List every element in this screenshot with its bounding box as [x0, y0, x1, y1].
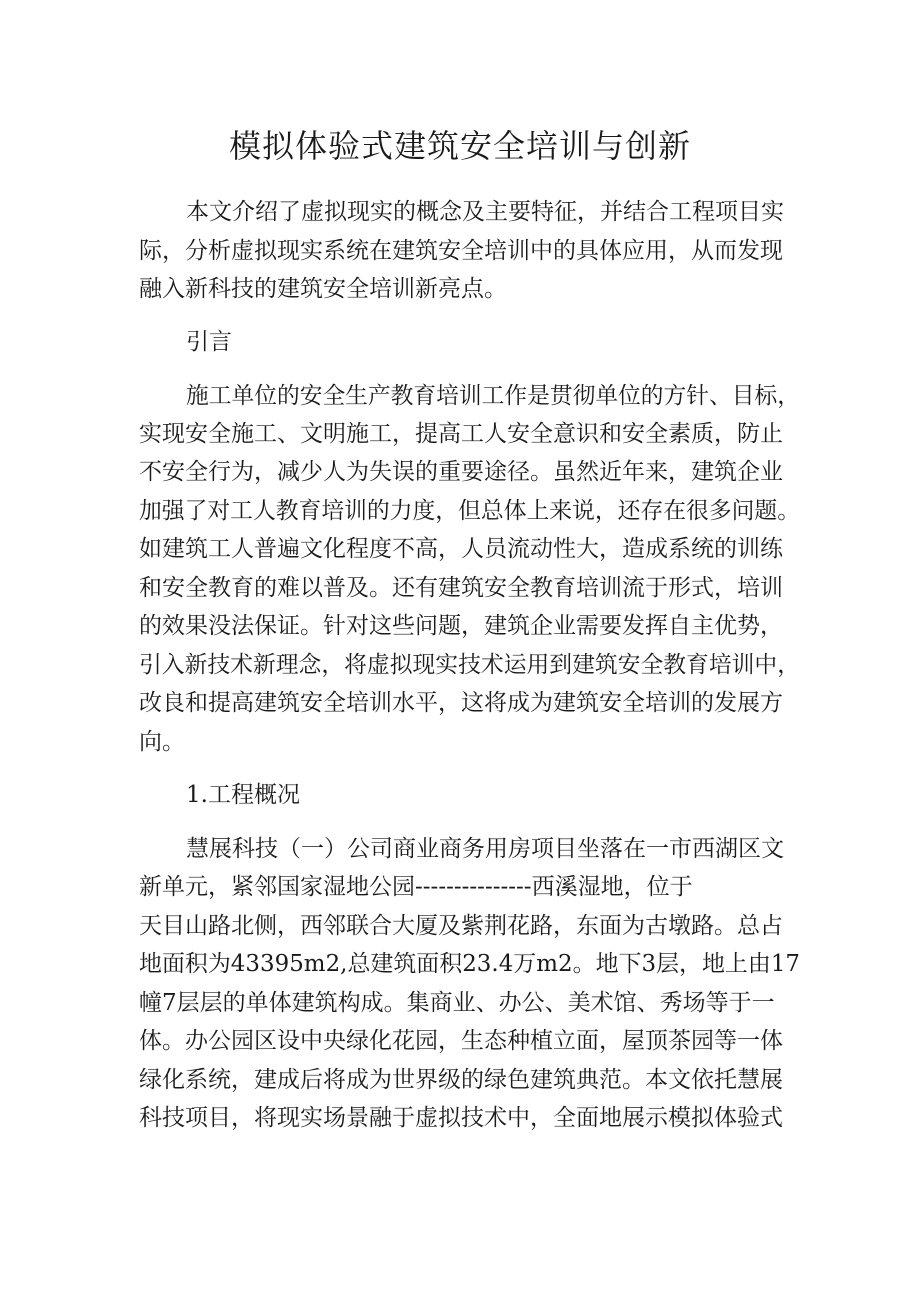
line-text: 和安全教育的难以普及。还有建筑安全教育培训流于形式，培训 — [139, 575, 783, 601]
paragraph-line — [0, 269, 920, 309]
line-text: 实现安全施工、文明施工，提高工人安全意识和安全素质，防止 — [139, 421, 783, 447]
paragraph-line — [0, 683, 920, 723]
paragraph-line — [0, 722, 920, 762]
line-text: 的效果没法保证。针对这些问题，建筑企业需要发挥自主优势， — [139, 613, 783, 639]
paragraph-line — [0, 1021, 920, 1061]
line-text: 本文介绍了虚拟现实的概念及主要特征，并结合工程项目实 — [186, 199, 784, 225]
line-text: 向。 — [139, 729, 185, 755]
line-text: 融入新科技的建筑安全培训新亮点。 — [139, 276, 507, 302]
line-text: 幢7层层的单体建筑构成。集商业、办公、美术馆、秀场等于一 — [139, 990, 775, 1016]
section-heading — [0, 775, 920, 815]
paragraph-line — [0, 231, 920, 271]
paragraph-line — [0, 192, 920, 232]
paragraph-line — [0, 606, 920, 646]
paragraph-line — [0, 867, 920, 907]
paragraph-line — [0, 829, 920, 869]
paragraph-line — [0, 491, 920, 531]
paragraph-line — [0, 568, 920, 608]
line-text: 慧展科技（一）公司商业商务用房项目坐落在一市西湖区文 — [186, 836, 784, 862]
line-text: 科技项目，将现实场景融于虚拟技术中，全面地展示模拟体验式 — [139, 1105, 783, 1131]
heading-text: 1.工程概况 — [186, 782, 300, 808]
line-text: 引入新技术新理念，将虚拟现实技术运用到建筑安全教育培训中， — [139, 652, 800, 678]
line-text: 加强了对工人教育培训的力度，但总体上来说，还存在很多问题。 — [139, 498, 800, 524]
paragraph-line — [0, 1098, 920, 1138]
line-text: 际，分析虚拟现实系统在建筑安全培训中的具体应用，从而发现 — [139, 238, 783, 264]
paragraph-line — [0, 906, 920, 946]
line-text: 如建筑工人普遍文化程度不高，人员流动性大，造成系统的训练 — [139, 536, 783, 562]
paragraph-line — [0, 1060, 920, 1100]
heading-text: 引言 — [186, 329, 232, 355]
line-text: 绿化系统，建成后将成为世界级的绿色建筑典范。本文依托慧展 — [139, 1067, 783, 1093]
paragraph-line — [0, 944, 920, 984]
line-text: 地面积为43395m2,总建筑面积23.4万m2。地下3层，地上由17 — [139, 951, 801, 977]
line-text: 不安全行为，减少人为失误的重要途径。虽然近年来，建筑企业 — [139, 459, 783, 485]
line-text: 改良和提高建筑安全培训水平，这将成为建筑安全培训的发展方 — [139, 690, 783, 716]
paragraph-line — [0, 376, 920, 416]
paragraph-line — [0, 414, 920, 454]
paragraph-line — [0, 529, 920, 569]
line-text: 新单元，紧邻国家湿地公园---------------西溪湿地，位于 — [139, 874, 693, 900]
document-title: 模拟体验式建筑安全培训与创新 — [228, 127, 691, 165]
section-heading — [0, 322, 920, 362]
line-text: 施工单位的安全生产教育培训工作是贯彻单位的方针、目标， — [186, 383, 800, 409]
paragraph-line — [0, 645, 920, 685]
paragraph-line — [0, 983, 920, 1023]
paragraph-line — [0, 452, 920, 492]
line-text: 体。办公园区设中央绿化花园，生态种植立面，屋顶茶园等一体 — [139, 1028, 783, 1054]
line-text: 天目山路北侧，西邻联合大厦及紫荆花路，东面为古墩路。总占 — [139, 913, 783, 939]
